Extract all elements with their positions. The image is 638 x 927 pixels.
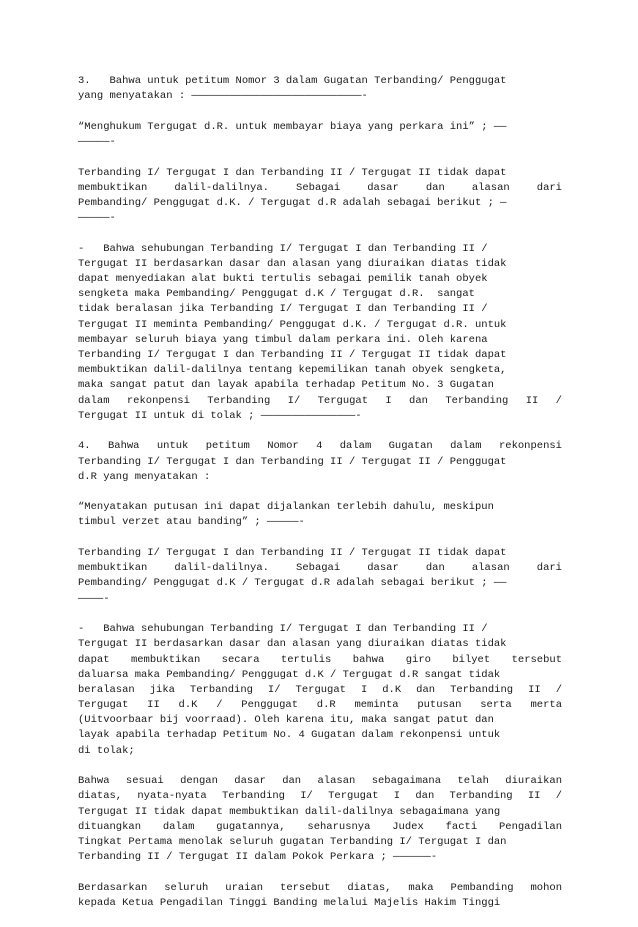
- paragraph-p4-quote: [78, 500, 562, 530]
- text-line: dalam rekonpensi Terbanding I/ Tergugat I dan Terbanding II /: [78, 394, 562, 407]
- text-line: Terbanding I/ Tergugat I dan Terbanding II / Tergugat II / Penggugat: [78, 455, 507, 468]
- paragraph-p4: [78, 439, 562, 485]
- text-line: daluarsa maka Pembanding/ Penggugat d.K / Tergugat d.R sangat tidak: [78, 668, 501, 681]
- paragraph-p-final: [78, 881, 562, 911]
- text-line: Tergugat II berdasarkan dasar dan alasan yang diuraikan diatas tidak: [78, 638, 507, 651]
- text-line: Bahwa sesuai dengan dasar dan alasan sebagaimana telah diuraikan: [78, 775, 562, 788]
- paragraph-p3-quote: [78, 120, 562, 150]
- text-line: Tergugat II tidak dapat membuktikan dalil-dalilnya sebagaimana yang: [78, 805, 501, 818]
- text-line: membuktikan dalil-dalilnya. Sebagai dasar dan alasan dari: [78, 562, 562, 575]
- text-line: Tingkat Pertama menolak seluruh gugatan Terbanding I/ Tergugat I dan: [78, 836, 507, 848]
- paragraph-p-conclusion: [78, 774, 562, 865]
- text-line: (Uitvoorbaar bij voorraad). Oleh karena itu, maka sangat patut dan: [78, 714, 494, 727]
- text-line: Terbanding I/ Tergugat I dan Terbanding II / Tergugat II tidak dapat: [78, 166, 507, 179]
- text-line: sengketa maka Pembanding/ Penggugat d.K / Tergugat d.R. sangat: [78, 288, 475, 301]
- text-line: beralasan jika Terbanding I/ Tergugat I d.K dan Terbanding II /: [78, 683, 562, 696]
- text-line: 4. Bahwa untuk petitum Nomor 4 dalam Gugatan dalam rekonpensi: [78, 440, 562, 453]
- text-line: Pembanding/ Penggugat d.K / Tergugat d.R adalah sebagai berikut ; ——: [78, 577, 507, 590]
- text-line: dituangkan dalam gugatannya, seharusnya Judex facti Pengadilan: [78, 820, 562, 833]
- text-line: ————-: [78, 592, 110, 605]
- text-line: - Bahwa sehubungan Terbanding I/ Tergugat I dan Terbanding II /: [78, 623, 488, 636]
- text-line: Tergugat II meminta Pembanding/ Penggugat d.K. / Tergugat d.R. untuk: [78, 318, 507, 331]
- text-line: membuktikan dalil-dalilnya tentang kepemilikan tanah obyek sengketa,: [78, 364, 507, 377]
- text-line: yang menyatakan : ———————————————————————————-: [78, 90, 368, 103]
- text-line: membayar seluruh biaya yang timbul dalam perkara ini. Oleh karena: [78, 333, 488, 346]
- text-line: maka sangat patut dan layak apabila terhadap Petitum No. 3 Gugatan: [78, 379, 494, 392]
- text-line: Tergugat II berdasarkan dasar dan alasan yang diuraikan diatas tidak: [78, 257, 507, 270]
- text-line: kepada Ketua Pengadilan Tinggi Banding melalui Majelis Hakim Tinggi: [78, 896, 501, 909]
- text-line: tidak beralasan jika Terbanding I/ Tergugat I dan Terbanding II /: [78, 303, 488, 316]
- paragraph-p3: [78, 74, 562, 104]
- text-line: —————-: [78, 135, 116, 148]
- text-line: 3. Bahwa untuk petitum Nomor 3 dalam Gugatan Terbanding/ Penggugat: [78, 75, 507, 87]
- document-page: [78, 74, 562, 927]
- paragraph-p3-response: [78, 166, 562, 227]
- text-line: “Menghukum Tergugat d.R. untuk membayar biaya yang perkara ini” ; ——: [78, 120, 507, 133]
- text-line: Berdasarkan seluruh uraian tersebut diatas, maka Pembanding mohon: [78, 881, 562, 894]
- text-line: —————-: [78, 212, 116, 225]
- text-line: dapat menyediakan alat bukti tertulis sebagai pemilik tanah obyek: [78, 273, 488, 286]
- text-line: membuktikan dalil-dalilnya. Sebagai dasar dan alasan dari: [78, 181, 562, 194]
- text-line: Tergugat II untuk di tolak ; ———————————————-: [78, 409, 362, 422]
- paragraph-p3-argument: [78, 242, 562, 424]
- paragraph-p4-argument: [78, 622, 562, 759]
- text-line: dapat membuktikan secara tertulis bahwa giro bilyet tersebut: [78, 653, 562, 666]
- text-line: diatas, nyata-nyata Terbanding I/ Tergugat I dan Terbanding II /: [78, 790, 562, 803]
- text-line: layak apabila terhadap Petitum No. 4 Gugatan dalam rekonpensi untuk: [78, 729, 501, 742]
- text-line: Terbanding II / Tergugat II dalam Pokok Perkara ; ——————-: [78, 851, 438, 864]
- text-line: Pembanding/ Penggugat d.K. / Tergugat d.R adalah sebagai berikut ; —: [78, 196, 507, 209]
- text-line: Terbanding I/ Tergugat I dan Terbanding II / Tergugat II tidak dapat: [78, 547, 507, 560]
- text-line: d.R yang menyatakan :: [78, 470, 211, 483]
- text-line: di tolak;: [78, 744, 135, 757]
- paragraph-p4-response: [78, 546, 562, 607]
- text-line: Tergugat II d.K / Penggugat d.R meminta putusan serta merta: [78, 699, 562, 712]
- text-line: - Bahwa sehubungan Terbanding I/ Tergugat I dan Terbanding II /: [78, 242, 488, 255]
- text-line: Terbanding I/ Tergugat I dan Terbanding II / Tergugat II tidak dapat: [78, 348, 507, 361]
- text-line: “Menyatakan putusan ini dapat dijalankan terlebih dahulu, meskipun: [78, 501, 494, 514]
- text-line: timbul verzet atau banding” ; —————-: [78, 516, 305, 529]
